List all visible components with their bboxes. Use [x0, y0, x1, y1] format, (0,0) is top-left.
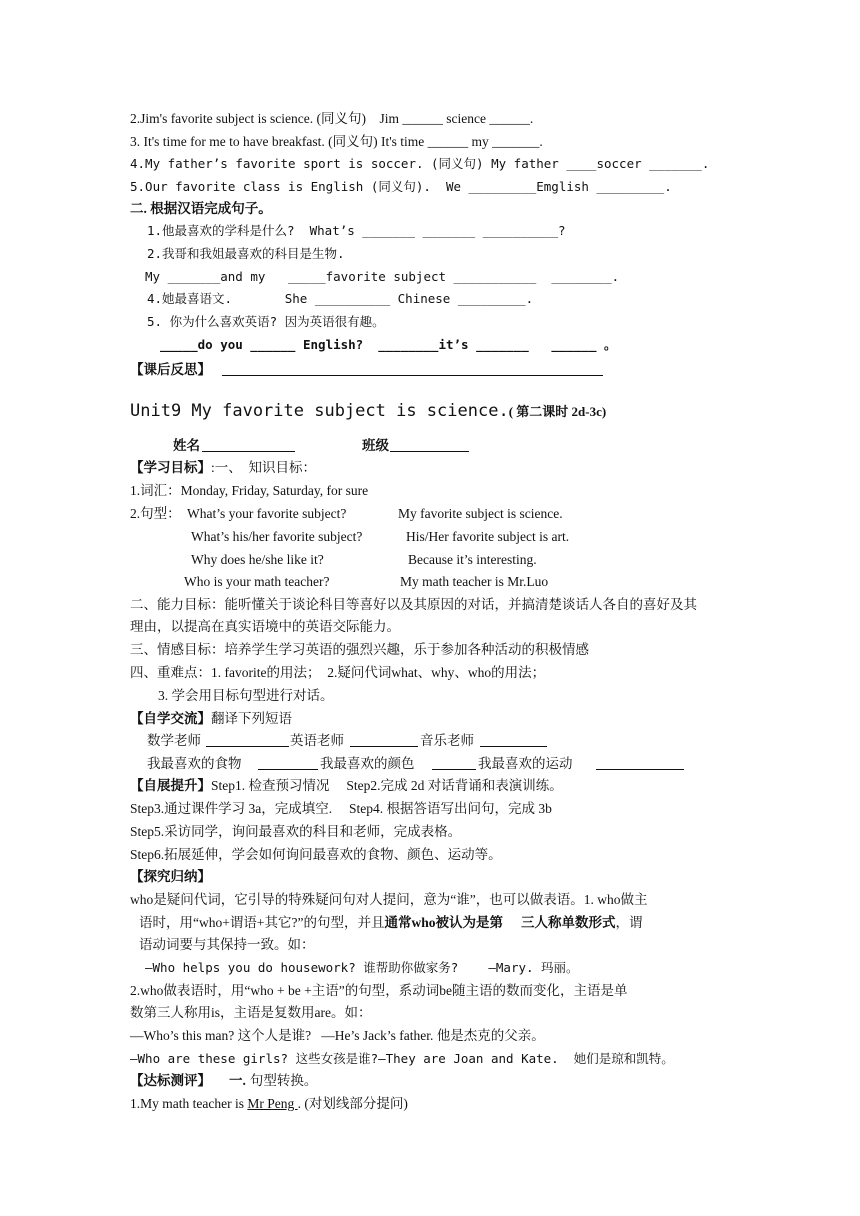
explore-p2b: 数第三人称用is，主语是复数用are。如：	[130, 1005, 372, 1020]
blank-favorite-color	[432, 769, 476, 770]
pair-1-q: What’s your favorite subject?	[187, 506, 347, 521]
improve-line-4: Step6.拓展延伸，学会如何询问最喜欢的食物、颜色、运动等。	[130, 847, 502, 862]
explore-p1b-bold2: 三人称单数形式	[520, 915, 616, 930]
test-heading-num: 一.	[229, 1073, 246, 1088]
explore-heading: 【探究归纳】	[130, 869, 211, 884]
section2-s4: 4.她最喜语文. She __________ Chinese _________.	[147, 291, 534, 306]
improve-line-2: Step3.通过课件学习 3a，完成填空. Step4. 根据答语写出问句，完成 3b	[130, 801, 552, 816]
phrase-english-teacher: 英语老师	[290, 733, 344, 748]
section2-heading: 二. 根据汉语完成句子。	[130, 201, 272, 216]
test-q1-underlined: Mr Peng	[247, 1096, 298, 1111]
explore-example-1: —Who helps you do housework? 谁帮助你做家务? —Mary. 玛丽。	[145, 960, 579, 975]
reflection-label: 【课后反思】	[130, 362, 211, 377]
improve-heading: 【自展提升】	[130, 778, 211, 793]
explore-p1b-bold1: 通常who被认为是第	[384, 915, 503, 930]
unit-title-line	[130, 400, 606, 423]
ability-line-2: 理由，以提高在真实语境中的英语交际能力。	[130, 619, 400, 634]
explore-p2a: 2.who做表语时，用“who + be +主语”的句型，系动词be随主语的数而变化，主语是单	[130, 983, 628, 998]
pair-4-a: My math teacher is Mr.Luo	[400, 574, 549, 589]
blank-english-teacher	[350, 746, 418, 747]
exercise-5: 5.Our favorite class is English (同义句). We _________Emglish _________.	[130, 179, 672, 194]
section2-s1: 1.他最喜欢的学科是什么? What’s _______ _______ __________?	[147, 223, 566, 238]
pair-3-a: Because it’s interesting.	[408, 552, 537, 567]
section2-s2: 2.我哥和我姐最喜欢的科目是生物.	[147, 246, 345, 261]
improve-step-1-2: Step1. 检查预习情况 Step2.完成 2d 对话背诵和表演训练。	[211, 778, 563, 793]
section2-s5b: _____do you ______ English? ________it’s _______ ______ 。	[160, 337, 617, 352]
explore-p1b-pre: 语时，用“who+谓语+其它?”的句型，并且	[139, 915, 385, 930]
blank-music-teacher	[480, 746, 547, 747]
blank-math-teacher	[206, 746, 289, 747]
section2-s2b: My _______and my _____favorite subject ___________ ________.	[145, 269, 620, 284]
pair-4-q: Who is your math teacher?	[184, 574, 330, 589]
phrase-favorite-sport: 我最喜欢的运动	[478, 756, 573, 771]
pair-2-q: What’s his/her favorite subject?	[191, 529, 363, 544]
self-study-heading-line	[130, 710, 292, 728]
explore-p1a: who是疑问代词，它引导的特殊疑问句对人提问，意为“谁”，也可以做表语。1. who做主	[130, 892, 648, 907]
key-line-1: 四、重难点：1. favorite的用法； 2.疑问代词what、why、who的用法；	[130, 665, 546, 680]
explore-p1c: 语动词要与其保持一致。如：	[139, 937, 315, 952]
unit-subtitle: ( 第二课时 2d-3c)	[508, 404, 607, 419]
name-label: 姓名	[173, 438, 200, 453]
pair-2-a: His/Her favorite subject is art.	[406, 529, 570, 544]
explore-p1b	[139, 914, 642, 932]
phrase-favorite-color: 我最喜欢的颜色	[320, 756, 415, 771]
reflection-line	[222, 375, 603, 376]
improve-line-3: Step5.采访同学，询问最喜欢的科目和老师，完成表格。	[130, 824, 462, 839]
pair-3-q: Why does he/she like it?	[191, 552, 324, 567]
explore-example-2: —Who’s this man? 这个人是谁? —He’s Jack’s father. 他是杰克的父亲。	[130, 1028, 545, 1043]
improve-line-1	[130, 777, 563, 795]
test-heading-line	[130, 1072, 317, 1090]
explore-p1b-post: ，谓	[615, 915, 643, 930]
test-heading-tail: 句型转换。	[249, 1073, 318, 1088]
pair-1-a: My favorite subject is science.	[398, 506, 563, 521]
goals-vocab: 1.词汇：Monday, Friday, Saturday, for sure	[130, 483, 369, 498]
phrase-music-teacher: 音乐老师	[420, 733, 474, 748]
self-study-heading-tail: 翻译下列短语	[211, 711, 292, 726]
goals-heading-line	[130, 459, 316, 477]
section2-s5: 5. 你为什么喜欢英语? 因为英语很有趣。	[147, 314, 385, 329]
test-q1	[130, 1095, 408, 1113]
exercise-2: 2.Jim's favorite subject is science. (同义句) Jim ______ science ______.	[130, 111, 534, 126]
test-q1-post: . (对划线部分提问)	[297, 1096, 408, 1111]
name-blank	[202, 451, 295, 452]
ability-line-1: 二、能力目标：能听懂关于谈论科目等喜好以及其原因的对话，并搞清楚谈话人各自的喜好及其	[130, 597, 697, 612]
self-study-heading: 【自学交流】	[130, 711, 211, 726]
phrase-math-teacher: 数学老师	[147, 733, 201, 748]
sentence-label: 2.句型：	[130, 506, 181, 521]
test-heading: 【达标测评】	[130, 1073, 211, 1088]
blank-favorite-sport	[596, 769, 684, 770]
blank-favorite-food	[258, 769, 318, 770]
unit-title: Unit9 My favorite subject is science.	[130, 401, 509, 421]
emotion-line: 三、情感目标：培养学生学习英语的强烈兴趣，乐于参加各种活动的积极情感	[130, 642, 589, 657]
test-q1-pre: 1.My math teacher is	[130, 1096, 248, 1111]
class-label: 班级	[362, 438, 389, 453]
key-line-2: 3. 学会用目标句型进行对话。	[158, 688, 334, 703]
phrase-favorite-food: 我最喜欢的食物	[147, 756, 242, 771]
goals-heading: 【学习目标】	[130, 460, 211, 475]
goals-heading-tail: :一、 知识目标：	[211, 460, 317, 475]
exercise-4: 4.My father’s favorite sport is soccer. (同义句) My father ____soccer _______.	[130, 156, 710, 171]
class-blank	[390, 451, 469, 452]
explore-example-3: —Who are these girls? 这些女孩是谁?—They are Joan and Kate. 她们是琼和凯特。	[130, 1051, 674, 1066]
exercise-3: 3. It's time for me to have breakfast. (同义句) It's time ______ my _______.	[130, 134, 543, 149]
